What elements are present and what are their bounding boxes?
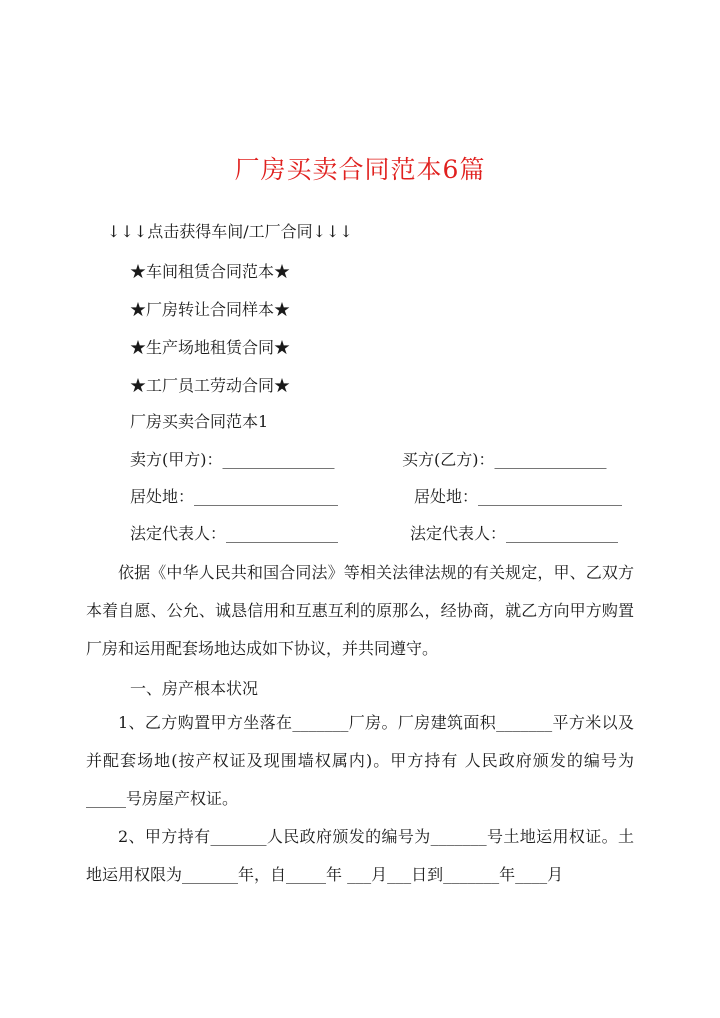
star-link-labor-contract[interactable]: ★工厂员工劳动合同★ — [130, 376, 291, 395]
document-title: 厂房买卖合同范本6篇 — [234, 155, 486, 184]
seller-rep-line: 法定代表人：______________ — [130, 524, 339, 543]
star-link-workshop-lease[interactable]: ★车间租赁合同范本★ — [130, 262, 291, 281]
intro-paragraph: 依据《中华人民共和国合同法》等相关法律法规的有关规定，甲、乙双方本着自愿、公允、诚恳信用和互惠互利的原那么，经协商，就乙方向甲方购置厂房和运用配套场地达成如下协议，并共同遵守。 — [86, 563, 634, 658]
contract-link[interactable]: ↓↓↓点击获得车间/工厂合同↓↓↓ — [107, 222, 353, 241]
buyer-address-line: 居处地：__________________ — [414, 487, 623, 506]
seller-line: 卖方(甲方)：______________ — [130, 450, 335, 469]
seller-address-line: 居处地：__________________ — [130, 487, 339, 506]
clause-1-paragraph: 1、乙方购置甲方坐落在_______厂房。厂房建筑面积_______平方米以及并配套场地(按产权证及现围墙权属内)。甲方持有 人民政府颁发的编号为_____号房屋产权证。 — [86, 713, 634, 808]
star-link-factory-transfer[interactable]: ★厂房转让合同样本★ — [130, 300, 291, 319]
star-link-site-lease[interactable]: ★生产场地租赁合同★ — [130, 338, 291, 357]
section-title: 厂房买卖合同范本1 — [130, 412, 269, 431]
buyer-rep-line: 法定代表人：______________ — [410, 524, 619, 543]
heading-basic-status: 一、房产根本状况 — [130, 679, 259, 698]
buyer-line: 买方(乙方)：______________ — [402, 450, 607, 469]
clause-2-paragraph: 2、甲方持有_______人民政府颁发的编号为_______号土地运用权证。土地运用权限为_______年，自_____年 ___月___日到_______年____月 — [86, 827, 634, 884]
